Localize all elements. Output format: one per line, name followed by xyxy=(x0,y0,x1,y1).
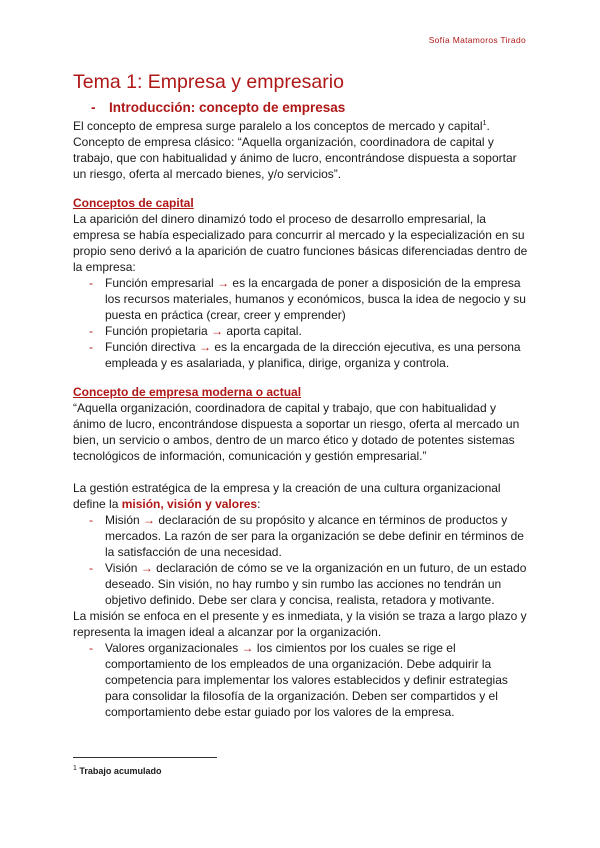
arrow-icon: → xyxy=(241,641,254,655)
header-author: Sofía Matamoros Tirado xyxy=(428,35,526,45)
list-item xyxy=(89,640,528,720)
item-text: aporta capital. xyxy=(226,324,302,338)
item-term: Valores organizacionales xyxy=(105,641,239,655)
list-bullet: - xyxy=(89,324,93,338)
item-term: Visión xyxy=(105,561,138,575)
footnote-mark: 1 xyxy=(73,765,77,772)
list-bullet: - xyxy=(89,641,93,655)
arrow-icon: → xyxy=(140,561,153,575)
footnote-ref: 1 xyxy=(482,120,487,127)
item-text: es la encargada de poner a disposición de la empresa los recursos materiales, humanos y económicos, busca la idea de negocio y su puesta en práctica (crear, creer y emprender) xyxy=(105,276,526,322)
list-item xyxy=(89,323,528,339)
list-bullet: - xyxy=(89,561,93,575)
intro-bullet: - xyxy=(91,100,96,115)
arrow-icon: → xyxy=(217,276,230,290)
capital-heading: Conceptos de capital xyxy=(73,196,194,210)
intro-heading xyxy=(91,99,528,116)
footnote-divider xyxy=(73,757,217,758)
capital-intro: La aparición del dinero dinamizó todo el proceso de desarrollo empresarial, la empresa se había especializado para concurrir al mercado y la especialización en su propio seno derivó a la aparición de cuatro funciones básicas diferenciadas dentro de la empresa: xyxy=(73,212,528,274)
moderna-heading: Concepto de empresa moderna o actual xyxy=(73,385,302,399)
intro-p1-end: . xyxy=(486,119,490,133)
gestion-intro-end: : xyxy=(257,497,261,511)
gestion-list xyxy=(73,512,528,608)
footnote-text: Trabajo acumulado xyxy=(79,766,162,776)
arrow-icon: → xyxy=(211,324,224,338)
intro-heading-text: Introducción: concepto de empresas xyxy=(109,100,346,115)
document-body xyxy=(73,70,528,720)
footnote xyxy=(73,765,161,776)
item-term: Función propietaria xyxy=(105,324,208,338)
list-item xyxy=(89,275,528,323)
item-term: Misión xyxy=(105,513,140,527)
list-item xyxy=(89,339,528,371)
item-text: declaración de su propósito y alcance en términos de productos y mercados. La razón de ser para la organización se debe definir en términos de la satisfacción de una necesidad. xyxy=(105,513,524,559)
list-item xyxy=(89,512,528,560)
moderna-quote: “Aquella organización, coordinadora de capital y trabajo, que con habitualidad y ánimo de lucro, encontrándose dispuesta a soportar un riesgo, oferta al mercado un bien, un servicio o ambos, dentro de un marco ético y dotado de potentes sistemas tecnológicos de información, comunicación y gestión empresarial.” xyxy=(73,401,520,463)
list-item xyxy=(89,560,528,608)
item-term: Función empresarial xyxy=(105,276,214,290)
item-text: los cimientos por los cuales se rige el comportamiento de los empleados de una organización. Debe adquirir la competencia para implementar los valores establecidos y definir estrategias para consolidar la filosofía de la organización. Deben ser compartidos y el comportamiento debe estar guiado por los valores de la empresa. xyxy=(105,641,508,719)
capital-list xyxy=(73,275,528,371)
page-title: Tema 1: Empresa y empresario xyxy=(73,71,344,93)
arrow-icon: → xyxy=(199,340,212,354)
list-bullet: - xyxy=(89,276,93,290)
gestion-intro-text: La gestión estratégica de la empresa y la creación de una cultura organizacional define la xyxy=(73,481,501,511)
intro-paragraph-2: Concepto de empresa clásico: “Aquella organización, coordinadora de capital y trabajo, que con habitualidad y ánimo de lucro, encontrándose dispuesta a soportar un riesgo, oferta al mercado bienes, y/o servicios”. xyxy=(73,135,517,181)
valores-list xyxy=(73,640,528,720)
gestion-highlight: misión, visión y valores xyxy=(121,497,258,511)
intro-paragraph-1 xyxy=(73,116,528,134)
intro-p1-text: El concepto de empresa surge paralelo a los conceptos de mercado y capital xyxy=(73,119,483,133)
item-text: declaración de cómo se ve la organización en un futuro, de un estado deseado. Sin visión, no hay rumbo y sin rumbo las acciones no tendrán un objetivo definido. Debe ser clara y concisa, realista, retadora y motivante. xyxy=(105,561,527,607)
list-bullet: - xyxy=(89,513,93,527)
item-text: es la encargada de la dirección ejecutiva, es una persona empleada y es asalariada, y planifica, dirige, organiza y controla. xyxy=(105,340,521,370)
list-bullet: - xyxy=(89,340,93,354)
gestion-intro xyxy=(73,480,528,512)
arrow-icon: → xyxy=(143,513,156,527)
item-term: Función directiva xyxy=(105,340,196,354)
gestion-middle: La misión se enfoca en el presente y es inmediata, y la visión se traza a largo plazo y representa la imagen ideal a alcanzar por la organización. xyxy=(73,609,527,639)
